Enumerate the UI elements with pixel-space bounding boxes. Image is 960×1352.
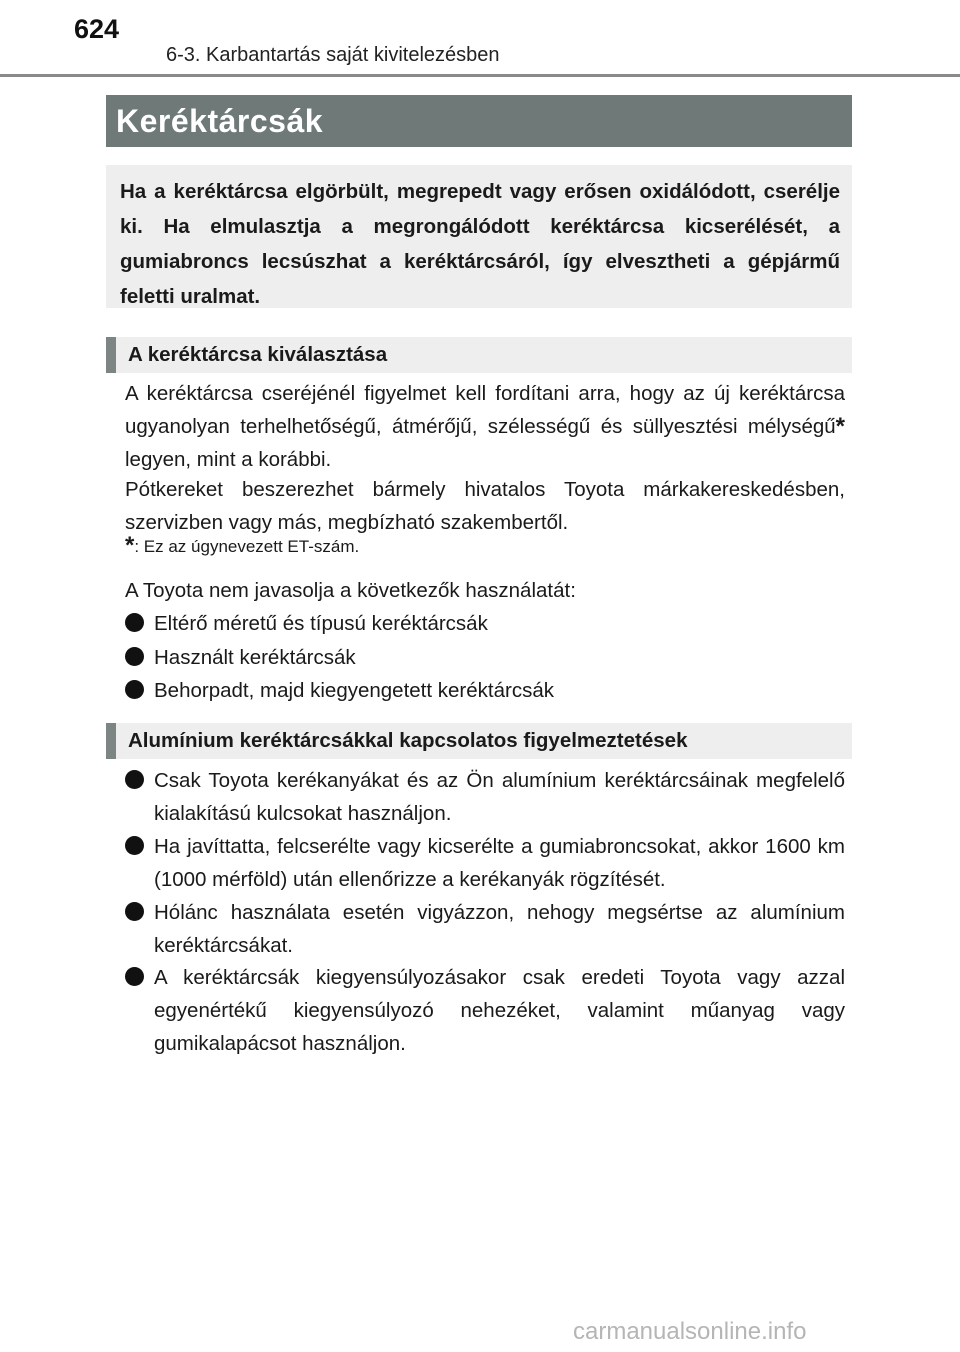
section-heading-label: A keréktárcsa kiválasztása [128, 343, 388, 366]
asterisk-mark: * [835, 413, 845, 440]
list-item-text: Használt keréktárcsák [154, 646, 356, 669]
list-item [125, 674, 845, 707]
list-item-text: Csak Toyota kerékanyákat és az Ön alumínium keréktárcsáinak megfelelő kialakítású kulcsokat használjon. [154, 769, 845, 825]
list-item-text: Eltérő méretű és típusú keréktárcsák [154, 612, 488, 635]
footnote-asterisk: * [125, 532, 135, 559]
warning-text: Ha a keréktárcsa elgörbült, megrepedt vagy erősen oxidálódott, cserélje ki. Ha elmulasztja a megrongálódott keréktárcsa kicserélését, a gumiabroncs lecsúszhat a keréktárcsáról, így elvesztheti a gépjármű feletti uralmat. [120, 180, 840, 308]
paragraph-not-recommended-intro: A Toyota nem javasolja a következők használatát: [125, 579, 576, 602]
bullet-icon [125, 967, 144, 986]
bullet-icon [125, 836, 144, 855]
list-item [125, 896, 845, 962]
section-heading-label: Alumínium keréktárcsákkal kapcsolatos figyelmeztetések [128, 729, 688, 752]
paragraph-wheel-requirements [125, 377, 845, 476]
page-title: Keréktárcsák [116, 103, 324, 139]
list-item-text: Hólánc használata esetén vigyázzon, nehogy megsértse az alumínium keréktárcsákat. [154, 901, 845, 957]
bullet-icon [125, 613, 144, 632]
list-item [125, 830, 845, 896]
list-item [125, 764, 845, 830]
bullet-icon [125, 902, 144, 921]
footnote [125, 532, 845, 559]
watermark: carmanualsonline.info [573, 1318, 807, 1345]
bullet-icon [125, 647, 144, 666]
footnote-text: : Ez az úgynevezett ET-szám. [134, 537, 360, 556]
paragraph-text: A keréktárcsa cseréjénél figyelmet kell fordítani arra, hogy az új keréktárcsa ugyanolyan terhelhetőségű, átmérőjű, szélességű és süllyesztési mélységű [125, 382, 845, 438]
list-item-text: A keréktárcsák kiegyensúlyozásakor csak eredeti Toyota vagy azzal egyenértékű kiegyensúlyozó nehezéket, valamint műanyag vagy gumikalapácsot használjon. [154, 966, 845, 1055]
list-item [125, 607, 845, 640]
list-item-text: Ha javíttatta, felcserélte vagy kicserélte a gumiabroncsokat, akkor 1600 km (1000 mérföld) után ellenőrizze a kerékanyák rögzítését. [154, 835, 845, 891]
list-item-text: Behorpadt, majd kiegyengetett keréktárcsák [154, 679, 554, 702]
section-heading-aluminium-warnings [106, 723, 852, 759]
chapter-title: 6-3. Karbantartás saját kivitelezésben [166, 44, 500, 66]
list-item [125, 641, 845, 674]
header-divider [0, 74, 960, 77]
page-title-bar [106, 95, 852, 147]
paragraph-text-end: legyen, mint a korábbi. [125, 448, 332, 471]
bullet-icon [125, 680, 144, 699]
bullet-icon [125, 770, 144, 789]
page-number: 624 [74, 14, 120, 44]
paragraph-spare-wheel: Pótkereket beszerezhet bármely hivatalos Toyota márkakereskedésben, szervizben vagy más, megbízható szakembertől. [125, 478, 845, 534]
list-item [125, 961, 845, 1060]
section-heading-wheel-selection [106, 337, 852, 373]
warning-box [106, 165, 852, 308]
